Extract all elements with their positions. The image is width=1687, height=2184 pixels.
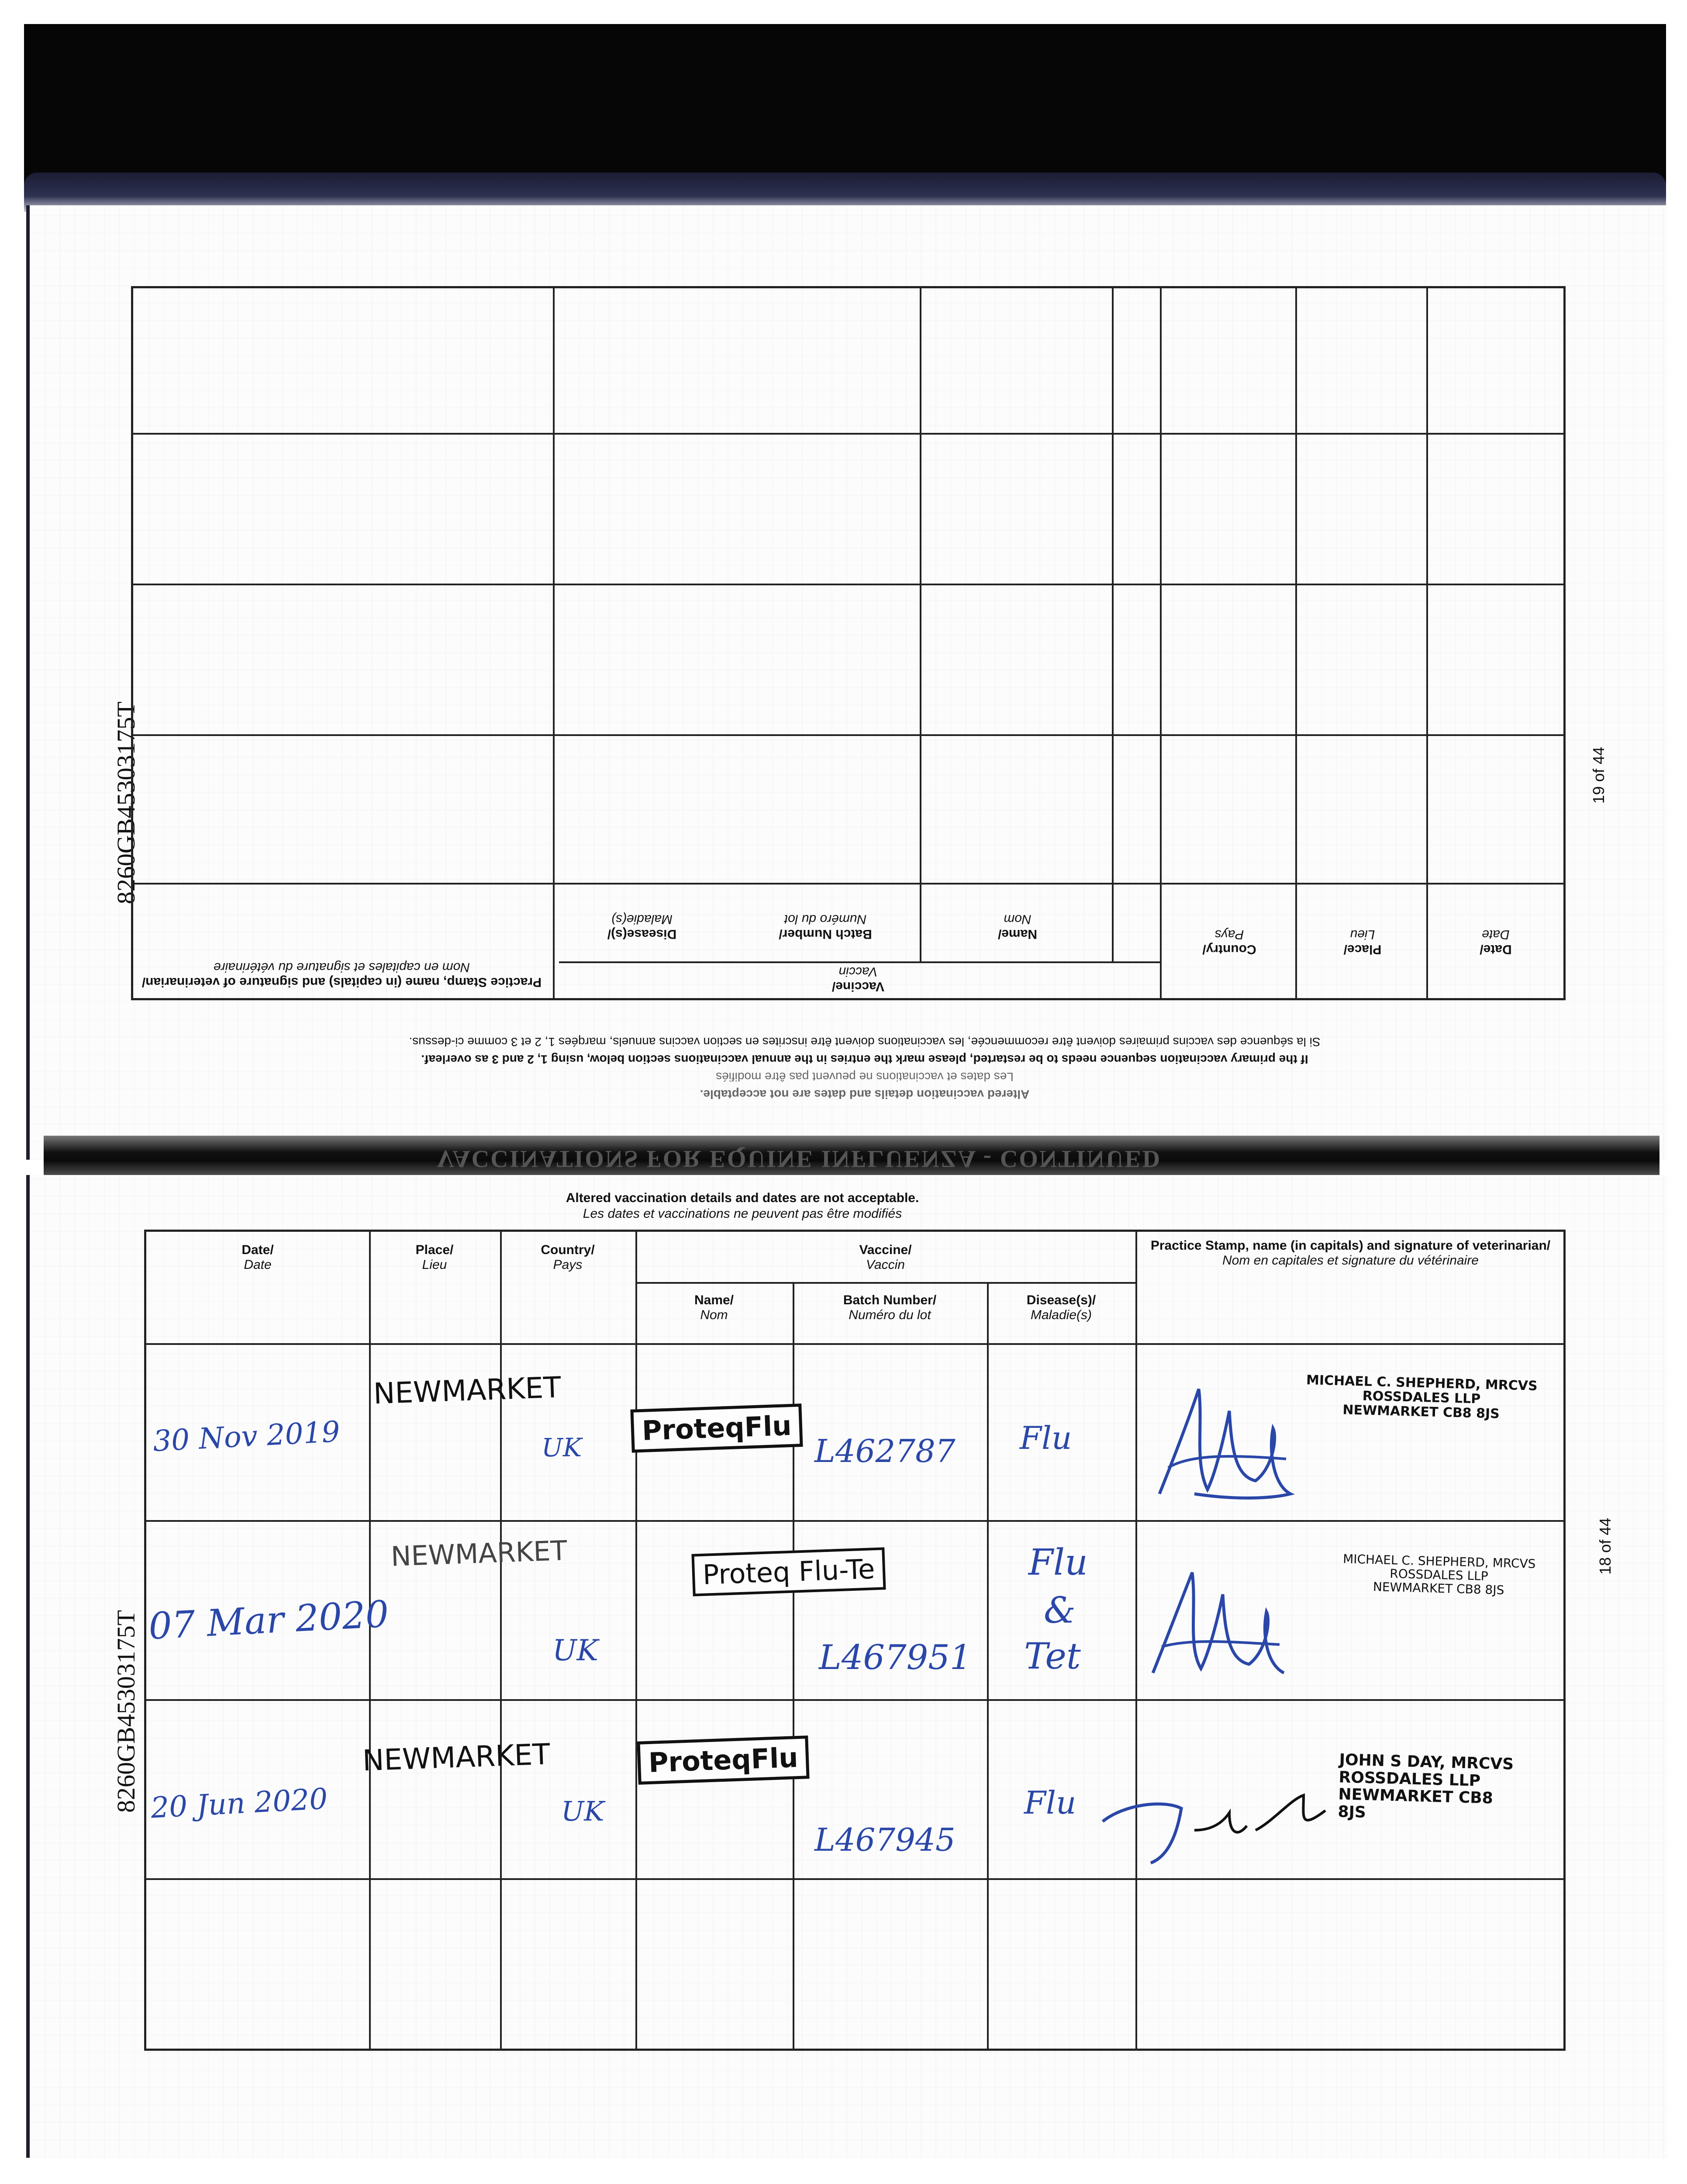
row1-signature [1142,1363,1308,1507]
scan-dark-background [24,24,1666,190]
row1-place-stamp: NEWMARKET [373,1370,562,1411]
upper-vaccination-table [131,286,1566,1000]
upper-warning-line2: Les dates et vaccinations ne peuvent pas être modifiés [716,1070,1014,1084]
header-place: Place/ Lieu [1343,927,1382,957]
grid-line [133,734,1563,736]
header-practice-stamp: Practice Stamp, name (in capitals) and signature of veterinarian/ Nom en capitales et signature du vétérinaire [1150,1238,1551,1268]
header-country: Country/ Pays [1202,927,1256,957]
header-name: Name/ Nom [694,1293,734,1322]
row1-batch: L462787 [814,1433,956,1469]
grid-line [133,433,1563,435]
grid-line [1112,288,1114,963]
row2-vet-stamp: MICHAEL C. SHEPHERD, MRCVS ROSSDALES LLP NEWMARKET CB8 8JS [1342,1552,1536,1597]
row2-disease-line3: Tet [1024,1636,1081,1677]
upper-warning-line4: Si la séquence des vaccins primaires doivent être recommencée, les vaccinations doivent être inscrites en section vaccins annuels, marqées 1, 2 et 3 comme ci-dessus. [409,1035,1321,1049]
header-vaccine: Vaccine/ Vaccin [859,1243,912,1272]
row3-disease: Flu [1024,1784,1076,1821]
row3-vet-stamp: JOHN S DAY, MRCVS ROSSDALES LLP NEWMARKET CB8 8JS [1337,1751,1514,1821]
row3-signature [1098,1769,1334,1870]
grid-line [146,1699,1563,1701]
header-name: Name/ Nom [997,912,1038,941]
grid-line [1135,1232,1137,2049]
upper-table-grid [131,286,1566,1000]
header-date: Date/ Date [1480,927,1512,957]
row3-batch: L467945 [814,1821,956,1858]
grid-line [369,1232,371,2049]
grid-line [146,1878,1563,1880]
header-place: Place/ Lieu [415,1243,454,1272]
row2-disease-line1: Flu [1028,1542,1088,1583]
header-disease: Disease(s)/ Maladie(s) [1026,1293,1096,1322]
lower-warning [131,1190,1354,1222]
grid-line [1295,288,1297,998]
row2-batch: L467951 [819,1638,972,1677]
grid-line [635,1232,637,2049]
grid-line [1426,288,1428,998]
row3-place-stamp: NEWMARKET [362,1737,551,1778]
grid-line [146,1343,1563,1345]
header-batch: Batch Number/ Numéro du lot [779,912,872,941]
row2-disease-line2: & [1044,1590,1076,1631]
header-disease: Disease(s)/ Maladie(s) [607,912,677,941]
row2-signature [1140,1555,1297,1686]
row2-vaccine-stamp: Proteq Flu-Te [691,1547,886,1596]
upper-warning-line3: If the primary vaccination sequence needs to be restarted, please mark the entries in the annual vaccinations section below, using 1, 2 and 3 as overleaf. [421,1053,1308,1066]
row1-vet-stamp: MICHAEL C. SHEPHERD, MRCVS ROSSDALES LLP NEWMARKET CB8 8JS [1306,1372,1538,1422]
row1-country: UK [542,1433,582,1462]
grid-line [133,584,1563,585]
header-practice-stamp: Practice Stamp, name (in capitals) and signature of veterinarian/ Nom en capitales et signature du vétérinaire [141,960,542,989]
grid-line [1160,288,1162,998]
row3-vaccine-stamp: ProteqFlu [637,1735,810,1785]
grid-line [559,961,1162,963]
upper-warning-line1: Altered vaccination details and dates are not acceptable. [700,1088,1030,1101]
serial-number-upper: 8260GB45303175T [112,702,140,904]
grid-line [635,1282,1135,1284]
page-number-lower: 18 of 44 [1596,1517,1614,1575]
page-number-upper: 19 of 44 [1590,746,1608,804]
grid-line [987,1282,989,2049]
lower-warning-line2: Les dates et vaccinations ne peuvent pas être modifiés [583,1206,902,1221]
lower-vaccination-table [144,1230,1566,2051]
row2-place-stamp: NEWMARKET [390,1534,568,1573]
upper-page-title: VACCINATIONS FOR EQUINE INFLUENZA - CONTINUED [437,1145,1162,1172]
header-batch: Batch Number/ Numéro du lot [843,1293,937,1322]
grid-line [500,1232,502,2049]
row2-date: 07 Mar 2020 [147,1592,390,1648]
row1-disease: Flu [1020,1420,1072,1456]
grid-line [553,288,555,998]
row3-date: 20 Jun 2020 [150,1782,329,1825]
grid-line [146,1520,1563,1522]
header-vaccine: Vaccine/ Vaccin [831,964,885,994]
row1-vaccine-stamp: ProteqFlu [630,1403,803,1453]
grid-line [920,288,921,963]
row3-country: UK [561,1795,604,1827]
grid-line [133,883,1563,885]
row1-date: 30 Nov 2019 [152,1414,341,1458]
header-date: Date/ Date [241,1243,274,1272]
header-country: Country/ Pays [541,1243,595,1272]
serial-number-lower: 8260GB45303175T [112,1610,140,1813]
upper-warning [245,1033,1485,1103]
grid-line [793,1282,794,2049]
lower-warning-line1: Altered vaccination details and dates are not acceptable. [566,1191,919,1205]
row2-country: UK [552,1634,598,1667]
